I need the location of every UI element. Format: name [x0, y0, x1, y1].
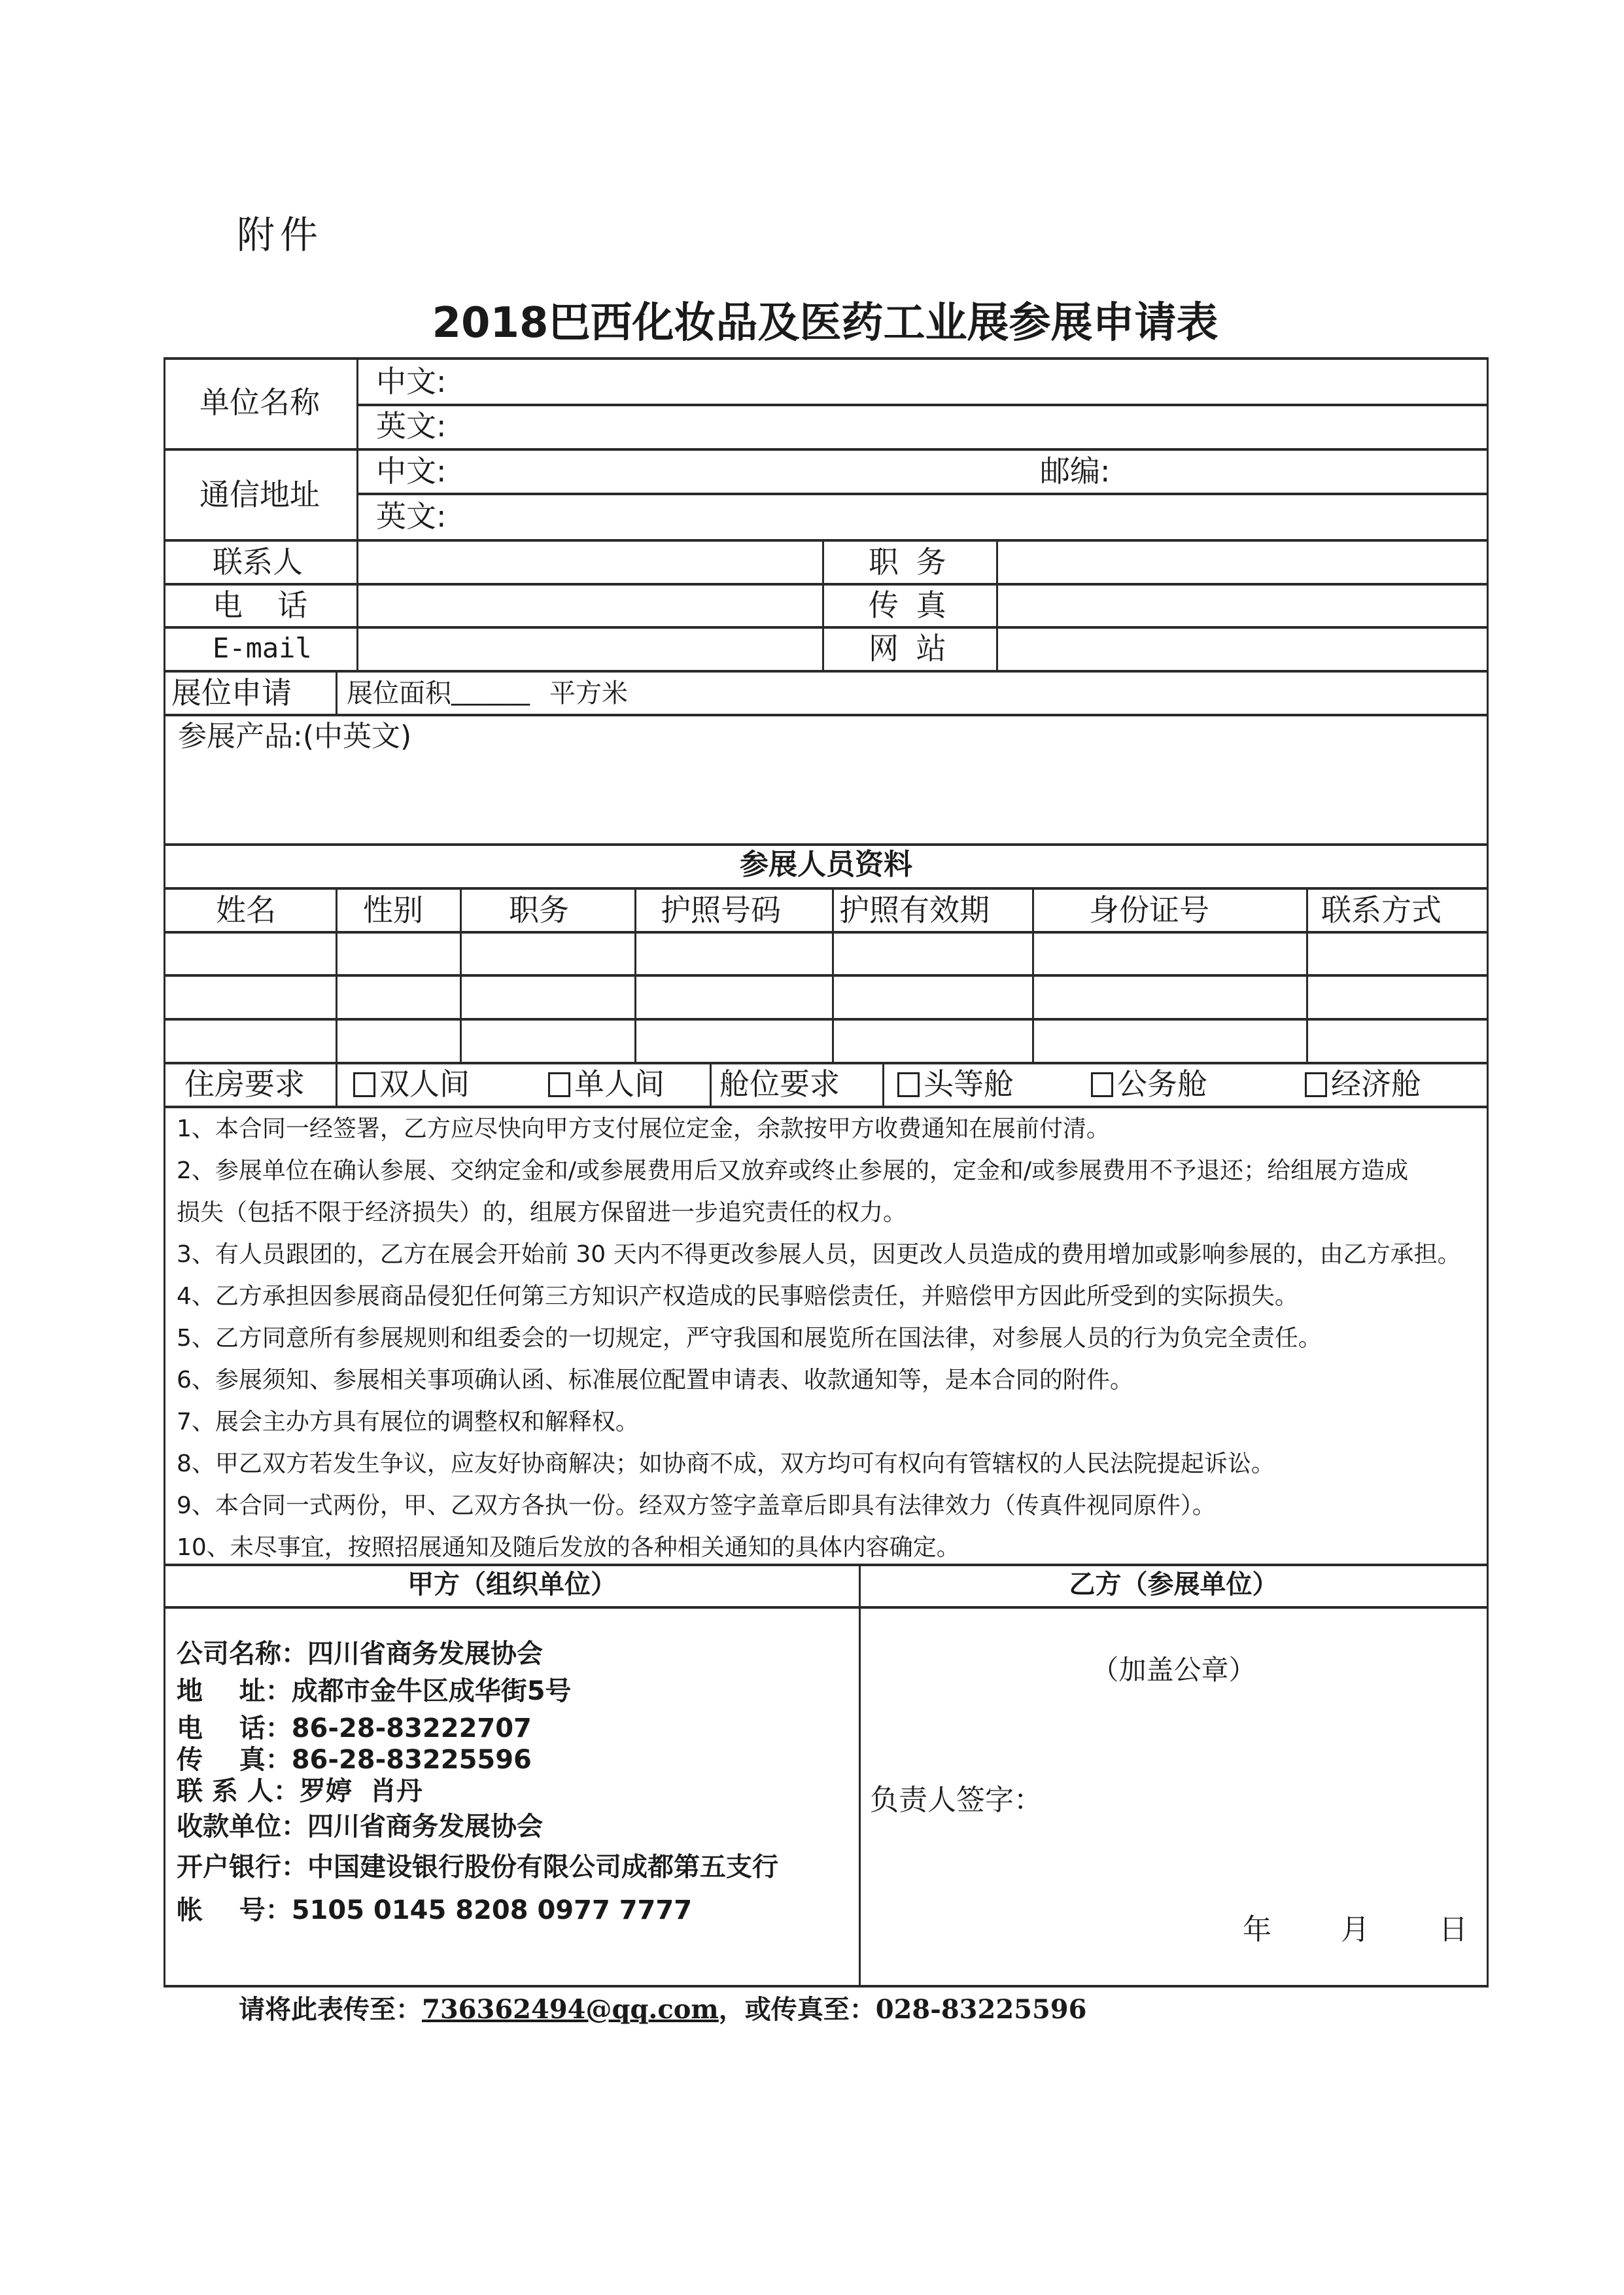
- booth-area-blank[interactable]: ______: [451, 676, 530, 706]
- cell-id-no[interactable]: [1034, 1021, 1306, 1061]
- cabin-option-economy[interactable]: [1305, 1066, 1421, 1102]
- col-header-id-no: 身份证号: [1089, 892, 1209, 928]
- party-a-field: [177, 1854, 778, 1880]
- field-label: 地 址：: [177, 1676, 292, 1706]
- rule: [164, 843, 1489, 846]
- rule: [164, 357, 1489, 360]
- cell-passport-no[interactable]: [636, 977, 832, 1017]
- fax-label: 传 真: [869, 587, 950, 623]
- unit-name-cn-label: 中文:: [376, 364, 447, 399]
- date-month-label: 月: [1341, 1913, 1370, 1946]
- checkbox[interactable]: [1305, 1072, 1327, 1097]
- cell-name[interactable]: [165, 934, 336, 974]
- unit-name-cn-field[interactable]: [451, 361, 1485, 402]
- cell-gender[interactable]: [337, 977, 460, 1017]
- checkbox[interactable]: [548, 1072, 570, 1097]
- rule: [164, 887, 1489, 890]
- party-a-field: [177, 1678, 572, 1704]
- cell-name[interactable]: [165, 977, 336, 1017]
- party-b-signature-label: 负责人签字：: [870, 1783, 1043, 1817]
- col-header-gender: 性别: [363, 892, 423, 928]
- postcode-label: 邮编:: [1040, 453, 1111, 489]
- address-cn-field[interactable]: [451, 451, 1027, 492]
- table-row: [165, 934, 1487, 974]
- cell-contact[interactable]: [1308, 934, 1487, 974]
- rule: [164, 670, 1489, 673]
- website-label: 网 站: [869, 631, 950, 666]
- cabin-option-first[interactable]: [897, 1066, 1014, 1102]
- field-label: 帐 号：: [177, 1895, 292, 1925]
- term-item: 损失（包括不限于经济损失）的，组展方保留进一步追究责任的权力。: [177, 1199, 907, 1226]
- party-a-field: [177, 1715, 532, 1742]
- rule: [164, 1985, 1489, 1988]
- housing-option-single[interactable]: [548, 1066, 665, 1102]
- unit-name-label: 单位名称: [199, 385, 320, 420]
- housing-option-double[interactable]: [353, 1066, 470, 1102]
- cell-gender[interactable]: [337, 1021, 460, 1061]
- rule: [164, 1606, 1489, 1609]
- position-field[interactable]: [999, 542, 1485, 582]
- personnel-section-title: 参展人员资料: [740, 848, 912, 881]
- table-row: [165, 1021, 1487, 1061]
- term-item: 8、甲乙双方若发生争议，应友好协商解决；如协商不成，双方均可有权向有管辖权的人民法院提起诉讼。: [177, 1450, 1275, 1477]
- fax-field[interactable]: [999, 586, 1485, 625]
- products-label: 参展产品:(中英文): [178, 720, 412, 753]
- position-label: 职 务: [869, 544, 950, 580]
- address-label: 通信地址: [199, 477, 320, 512]
- unit-name-en-label: 英文:: [376, 408, 447, 444]
- col-header-name: 姓名: [216, 892, 276, 928]
- rule: [336, 1062, 337, 1106]
- cabin-label: 舱位要求: [719, 1066, 840, 1102]
- date-day-label: 日: [1439, 1913, 1468, 1946]
- table-border-right: [1487, 357, 1489, 1986]
- checkbox[interactable]: [1091, 1072, 1113, 1097]
- email-field[interactable]: [360, 629, 821, 669]
- rule: [336, 670, 337, 714]
- rule: [164, 583, 1489, 586]
- term-item: 3、有人员跟团的，乙方在展会开始前 30 天内不得更改参展人员，因更改人员造成的费用增加或影响参展的，由乙方承担。: [177, 1241, 1461, 1268]
- products-field[interactable]: [167, 759, 1485, 841]
- page-title: 2018巴西化妆品及医药工业展参展申请表: [432, 299, 1218, 347]
- rule: [164, 539, 1489, 542]
- rule: [164, 626, 1489, 629]
- unit-name-en-field[interactable]: [451, 407, 1485, 447]
- rule: [358, 404, 1489, 406]
- col-header-passport-no: 护照号码: [661, 892, 781, 928]
- booth-area-unit: 平方米: [549, 678, 628, 709]
- field-value: 成都市金牛区成华街5号: [291, 1676, 572, 1706]
- field-label: 传 真：: [177, 1745, 292, 1775]
- col-header-position: 职务: [509, 892, 569, 928]
- cell-passport-expiry[interactable]: [834, 1021, 1032, 1061]
- footer-middle: ，或传真至：: [718, 1994, 876, 2025]
- field-value: 四川省商务发展协会: [307, 1639, 543, 1669]
- term-item: 10、未尽事宜，按照招展通知及随后发放的各种相关通知的具体内容确定。: [177, 1534, 960, 1561]
- field-label: 收款单位：: [177, 1812, 307, 1842]
- cell-passport-expiry[interactable]: [834, 934, 1032, 974]
- option-label: 双人间: [379, 1066, 470, 1102]
- term-item: 6、参展须知、参展相关事项确认函、标准展位配置申请表、收款通知等，是本合同的附件。: [177, 1367, 1133, 1393]
- field-value: 罗婷 肖丹: [299, 1776, 423, 1806]
- cell-gender[interactable]: [337, 934, 460, 974]
- party-a-field: [177, 1778, 423, 1804]
- rule: [710, 1062, 712, 1106]
- party-a-field: [177, 1813, 543, 1840]
- checkbox[interactable]: [353, 1072, 375, 1097]
- field-value: 86-28-83222707: [291, 1713, 532, 1743]
- date-year-label: 年: [1243, 1913, 1271, 1946]
- rule: [164, 1106, 1489, 1108]
- term-item: 4、乙方承担因参展商品侵犯任何第三方知识产权造成的民事赔偿责任，并赔偿甲方因此所受到的实际损失。: [177, 1283, 1298, 1310]
- cell-contact[interactable]: [1308, 1021, 1487, 1061]
- table-border-left: [164, 357, 165, 1986]
- term-item: 9、本合同一式两份，甲、乙双方各执一份。经双方签字盖章后即具有法律效力（传真件视同原件）。: [177, 1492, 1216, 1519]
- cell-passport-no[interactable]: [636, 934, 832, 974]
- rule: [358, 493, 1489, 495]
- field-label: 公司名称：: [177, 1639, 307, 1669]
- checkbox[interactable]: [897, 1072, 920, 1097]
- email-label: E-mail: [213, 632, 312, 664]
- cell-position[interactable]: [462, 934, 634, 974]
- field-label: 开户银行：: [177, 1852, 307, 1882]
- phone-label: 电 话: [213, 587, 313, 623]
- party-a-field: [177, 1641, 543, 1667]
- rule: [164, 1062, 1489, 1064]
- footer-email-link[interactable]: 736362494@qq.com: [422, 1994, 719, 2025]
- attachment-label: 附件: [237, 213, 324, 257]
- cell-id-no[interactable]: [1034, 977, 1306, 1017]
- option-label: 单人间: [574, 1066, 665, 1102]
- option-label: 经济舱: [1331, 1066, 1421, 1102]
- rule: [356, 357, 358, 671]
- address-en-label: 英文:: [376, 499, 447, 534]
- party-b-signature-field[interactable]: [1060, 1773, 1478, 1832]
- housing-label: 住房要求: [184, 1066, 305, 1102]
- footer-prefix: 请将此表传至：: [239, 1994, 422, 2025]
- col-header-passport-expiry: 护照有效期: [839, 892, 990, 928]
- footer-fax-number: 028-83225596: [875, 1994, 1087, 2025]
- party-a-field: [177, 1747, 532, 1773]
- cell-name[interactable]: [165, 1021, 336, 1061]
- party-a-header: 甲方（组织单位）: [407, 1569, 617, 1600]
- footer-instruction: [239, 1994, 1087, 2025]
- cabin-option-business[interactable]: [1091, 1066, 1207, 1102]
- cell-passport-expiry[interactable]: [834, 977, 1032, 1017]
- party-b-seal-note: （加盖公章）: [1091, 1654, 1256, 1686]
- col-header-contact: 联系方式: [1321, 892, 1442, 928]
- option-label: 公务舱: [1117, 1066, 1207, 1102]
- field-label: 联 系 人：: [177, 1776, 300, 1806]
- address-cn-label: 中文:: [376, 453, 447, 489]
- phone-field[interactable]: [360, 586, 821, 625]
- field-value: 86-28-83225596: [291, 1745, 532, 1775]
- field-value: 中国建设银行股份有限公司成都第五支行: [307, 1852, 778, 1882]
- cell-id-no[interactable]: [1034, 934, 1306, 974]
- option-label: 头等舱: [924, 1066, 1014, 1102]
- field-label: 电 话：: [177, 1713, 292, 1743]
- field-value: 四川省商务发展协会: [307, 1812, 543, 1842]
- contact-person-label: 联系人: [213, 544, 303, 580]
- rule: [882, 1062, 884, 1106]
- cell-position[interactable]: [462, 977, 634, 1017]
- term-item: 7、展会主办方具有展位的调整权和解释权。: [177, 1409, 639, 1435]
- term-item: 1、本合同一经签署，乙方应尽快向甲方支付展位定金，余款按甲方收费通知在展前付清。: [177, 1115, 1110, 1142]
- rule: [164, 714, 1489, 716]
- rule: [996, 539, 998, 671]
- booth-label: 展位申请: [171, 675, 292, 710]
- address-en-field[interactable]: [451, 496, 1485, 538]
- website-field[interactable]: [999, 629, 1485, 669]
- rule: [164, 1564, 1489, 1566]
- term-item: 5、乙方同意所有参展规则和组委会的一切规定，严守我国和展览所在国法律，对参展人员的行为负完全责任。: [177, 1325, 1322, 1352]
- party-a-field: [177, 1897, 692, 1923]
- cell-passport-no[interactable]: [636, 1021, 832, 1061]
- rule: [822, 539, 824, 671]
- table-row: [165, 977, 1487, 1017]
- rule: [164, 448, 1489, 451]
- rule: [859, 1564, 861, 1986]
- postcode-field[interactable]: [1125, 451, 1485, 492]
- party-b-header: 乙方（参展单位）: [1069, 1569, 1279, 1600]
- booth-area-label: 展位面积: [347, 678, 451, 709]
- term-item: 2、参展单位在确认参展、交纳定金和/或参展费用后又放弃或终止参展的，定金和/或参展费用不予退还；给组展方造成: [177, 1157, 1409, 1184]
- cell-contact[interactable]: [1308, 977, 1487, 1017]
- field-value: 5105 0145 8208 0977 7777: [291, 1895, 693, 1925]
- contact-person-field[interactable]: [360, 542, 821, 582]
- cell-position[interactable]: [462, 1021, 634, 1061]
